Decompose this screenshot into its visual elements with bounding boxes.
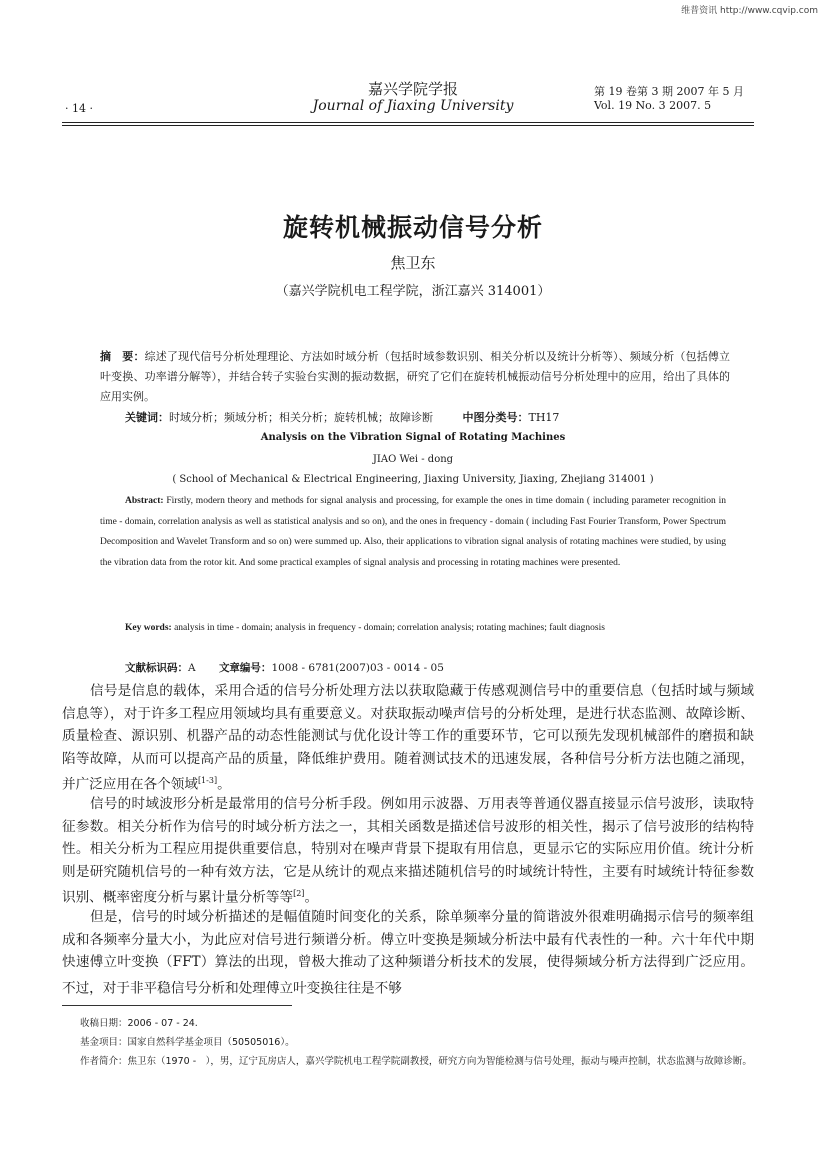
body-paragraph xyxy=(62,680,754,797)
abstract-cn-label: 摘 要： xyxy=(100,350,145,363)
body-paragraph xyxy=(62,793,754,910)
article-title: 旋转机械振动信号分析 xyxy=(282,213,543,242)
journal-title-en: Journal of Jiaxing University xyxy=(312,98,514,114)
document-codes xyxy=(125,660,444,675)
header-rule-thin xyxy=(62,125,754,126)
issue-info-cn: 第 19 卷第 3 期 2007 年 5 月 xyxy=(594,85,744,98)
footnote-fund: 基金项目：国家自然科学基金项目（50505016）。 xyxy=(80,1037,295,1048)
header-rule xyxy=(62,122,754,123)
body-paragraph xyxy=(62,906,754,1000)
paragraph-text: 但是，信号的时域分析描述的是幅值随时间变化的关系，除单频率分量的简谐波外很难明确揭示信号的频率组成和各频率分量大小，为此应对信号进行频谱分析。傅立叶变换是频域分析法中最有代表性的一种。六十年代中期快速傅立叶变换（FFT）算法的出现，曾极大推动了这种频谱分析技术的发展，使得频域分析方法得到广泛应用。不过，对于非平稳信号分析和处理傅立叶变换往往是不够 xyxy=(62,909,754,997)
keywords-cn-label: 关键词： xyxy=(125,411,169,424)
article-affiliation: （嘉兴学院机电工程学院，浙江嘉兴 314001） xyxy=(275,284,551,299)
abstract-cn-text: 综述了现代信号分析处理理论、方法如时域分析（包括时域参数识别、相关分析以及统计分析等）、频域分析（包括傅立叶变换、功率谱分解等），并结合转子实验台实测的振动数据，研究了它们在旋转机械振动信号分析处理中的应用，给出了具体的应用实例。 xyxy=(100,350,730,403)
article-no-label: 文章编号： xyxy=(218,662,272,674)
citation: [1-3] xyxy=(197,776,218,786)
keywords-en-text: analysis in time - domain; analysis in frequency - domain; correlation analysis; rotating machines; fault diagnosis xyxy=(174,623,605,633)
doc-code-label: 文献标识码： xyxy=(125,662,188,674)
abstract-en-text: Firstly, modern theory and methods for signal analysis and processing, for example the ones in time domain ( including parameter recognition in time - domain, correlation analysis as well as statistical analysis and so on), and the ones in frequency - domain ( including Fast Fourier Transform, Power Spectrum Decomposition and Wavelet Transform and so on) were summed up. Also, their applications to vibration signal analysis of rotating machines were studied, by using the vibration data from the rotor kit. And some practical examples of signal analysis and processing in rotating machines were presented. xyxy=(100,496,726,568)
abstract-en xyxy=(100,491,726,573)
keywords-cn-text: 时域分析；频域分析；相关分析；旋转机械；故障诊断 xyxy=(169,411,433,424)
english-author: JIAO Wei - dong xyxy=(372,454,454,465)
doc-code-value: A xyxy=(188,662,196,674)
keywords-en xyxy=(100,618,726,638)
article-no-value: 1008 - 6781(2007)03 - 0014 - 05 xyxy=(271,662,444,674)
english-affiliation: ( School of Mechanical & Electrical Engineering, Jiaxing University, Jiaxing, Zhejiang 314001 ) xyxy=(172,474,654,485)
citation: [2] xyxy=(293,889,305,899)
issue-info-en: Vol. 19 No. 3 2007. 5 xyxy=(594,99,712,112)
clc-code: TH17 xyxy=(528,411,560,424)
article-author: 焦卫东 xyxy=(390,254,436,272)
keywords-cn xyxy=(125,409,559,425)
paragraph-text: 信号是信息的载体，采用合适的信号分析处理方法以获取隐藏于传感观测信号中的重要信息（包括时域与频域信息等），对于许多工程应用领域均具有重要意义。对获取振动噪声信号的分析处理，是进行状态监测、故障诊断、质量检查、源识别、机器产品的动态性能测试与优化设计等工作的重要环节，它可以预先发现机械部件的磨损和缺陷等故障，从而可以提高产品的质量，降低维护费用。随着测试技术的迅速发展，各种信号分析方法也随之涌现，并广泛应用在各个领域 xyxy=(62,683,754,793)
abstract-cn xyxy=(100,347,730,407)
paragraph-end: 。 xyxy=(217,776,231,793)
abstract-en-label: Abstract: xyxy=(125,496,164,506)
paragraph-end: 。 xyxy=(304,889,319,906)
watermark: 维普资讯 http://www.cqvip.com xyxy=(681,6,818,16)
paragraph-text: 信号的时域波形分析是最常用的信号分析手段。例如用示波器、万用表等普通仪器直接显示信号波形，读取特征参数。相关分析作为信号的时域分析方法之一，其相关函数是描述信号波形的相关性，揭示了信号波形的结构特性。相关分析为工程应用提供重要信息，特别对在噪声背景下提取有用信息，更显示它的实际应用价值。统计分析则是研究随机信号的一种有效方法，它是从统计的观点来描述随机信号的时域统计特性，主要有时域统计特征参数识别、概率密度分析与累计量分析等等 xyxy=(62,796,754,906)
page-number: · 14 · xyxy=(65,102,93,115)
keywords-en-label: Key words: xyxy=(125,623,172,633)
footnote-received: 收稿日期：2006 - 07 - 24. xyxy=(80,1018,198,1029)
english-title: Analysis on the Vibration Signal of Rotating Machines xyxy=(260,432,566,443)
journal-title-cn: 嘉兴学院学报 xyxy=(367,80,458,98)
footnote-bio: 作者简介：焦卫东（1970 - ），男，辽宁瓦房店人，嘉兴学院机电工程学院副教授，研究方向为智能检测与信号处理，振动与噪声控制，状态监测与故障诊断。 xyxy=(80,1056,752,1067)
clc-label: 中图分类号： xyxy=(462,411,529,424)
footnote-rule xyxy=(62,1005,292,1006)
